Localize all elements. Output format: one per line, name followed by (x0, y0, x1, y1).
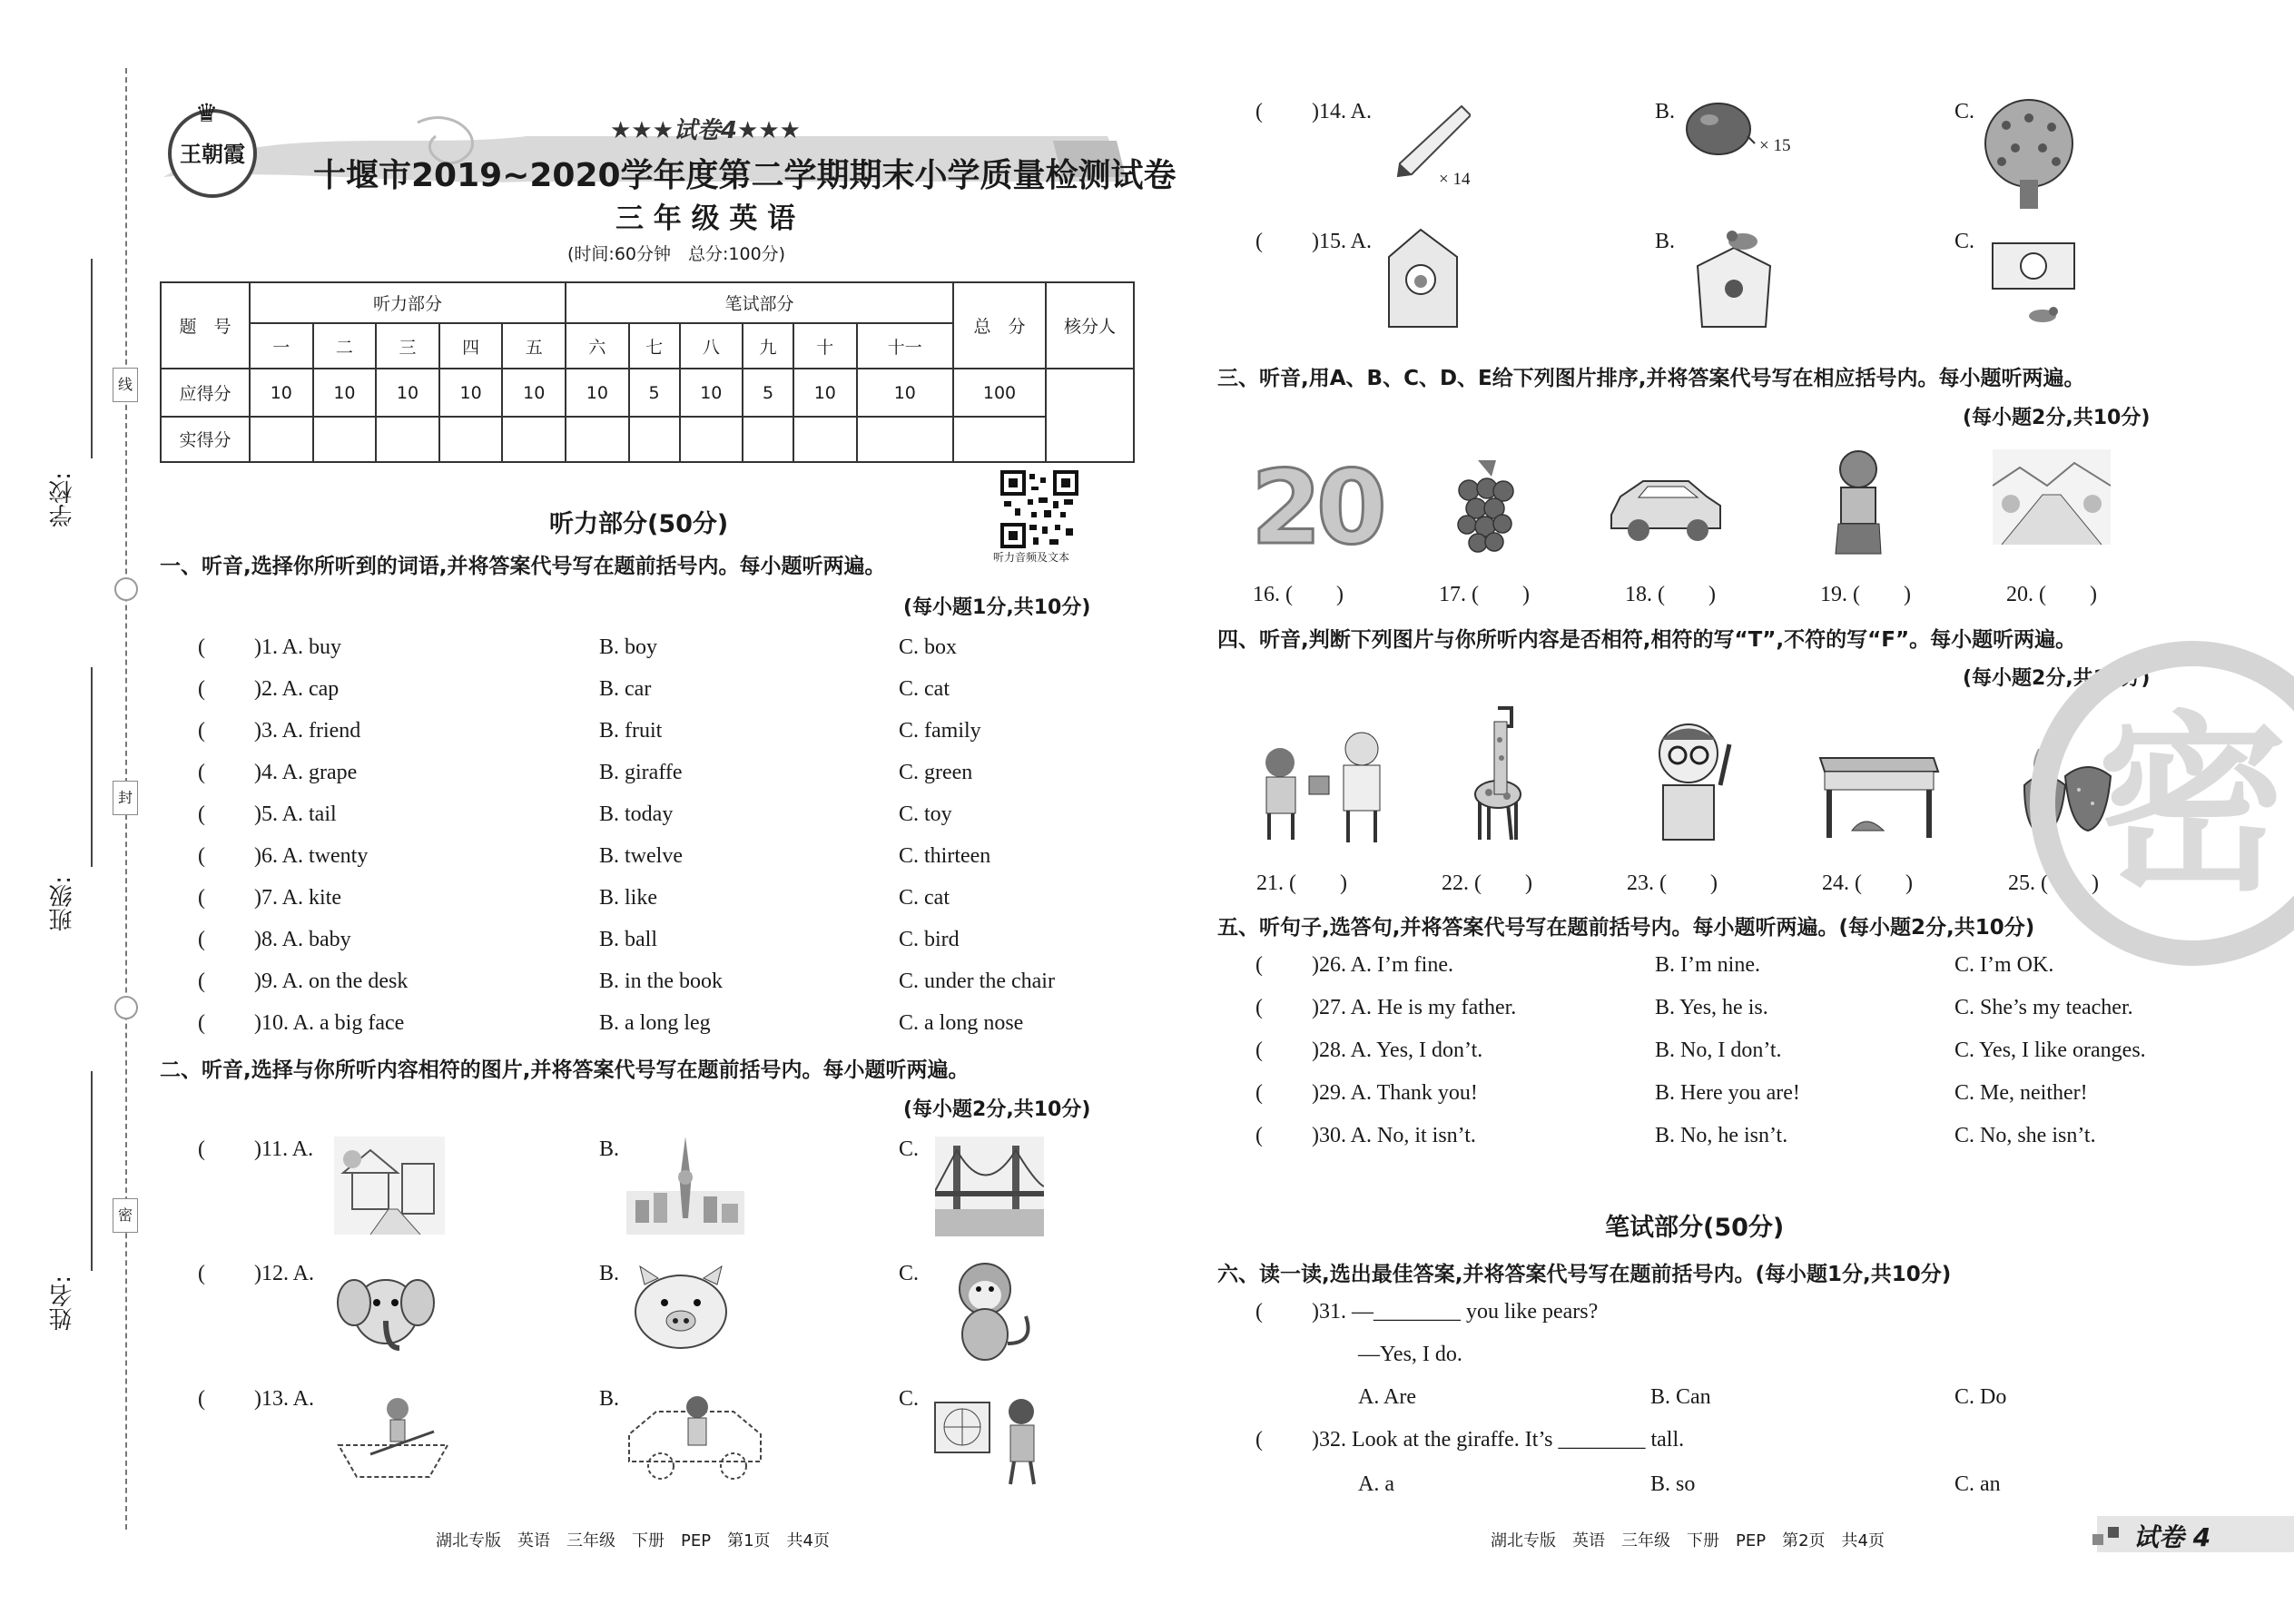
option-c: C. thirteen (899, 844, 991, 868)
option-c: C. under the chair (899, 969, 1055, 993)
option-c: C. Yes, I like oranges. (1954, 1038, 2146, 1062)
option-c: C. Me, neither! (1954, 1081, 2088, 1105)
score-cell[interactable] (250, 417, 313, 462)
qr-code[interactable] (1000, 470, 1078, 548)
option-a: )26. A. I’m fine. (1312, 953, 1453, 977)
option-a: )8. A. baby (254, 928, 351, 951)
option-b-label: B. (599, 1262, 620, 1285)
option-c-label: C. (899, 1262, 920, 1285)
answer-bracket[interactable]: ( (198, 1262, 205, 1285)
bridge-image[interactable] (935, 1137, 1044, 1236)
score-cell[interactable] (502, 417, 566, 462)
section-number: 五 (502, 323, 566, 369)
option-b: B. No, he isn’t. (1655, 1124, 1788, 1147)
option-b: B. so (1650, 1472, 1696, 1496)
binding-mark-seal: 封 (113, 781, 138, 815)
checker-cell[interactable] (1046, 369, 1134, 462)
grapes-image[interactable] (1451, 458, 1519, 558)
binding-hole (114, 577, 138, 601)
total-label: 总 分 (953, 282, 1046, 369)
score-cell[interactable] (857, 417, 953, 462)
boy-with-map-image[interactable] (930, 1389, 1053, 1487)
tf-label-24[interactable]: 24. ( ) (1822, 871, 1913, 895)
option-b: B. in the book (599, 969, 723, 993)
answer-bracket[interactable]: ( (198, 761, 205, 784)
footer-left: 湖北专版 英语 三年级 下册 PEP 第1页 共4页 (436, 1531, 830, 1550)
answer-bracket[interactable]: ( (1255, 1124, 1263, 1147)
seal-char: 密 (2096, 694, 2289, 917)
answer-bracket[interactable]: ( (1255, 230, 1263, 253)
footer-squares-icon (2108, 1527, 2119, 1538)
option-c: C. cat (899, 886, 950, 910)
city-tower-image[interactable] (626, 1137, 744, 1235)
section3-instruction: 三、听音,用A、B、C、D、E给下列图片排序,并将答案代号写在相应括号内。每小题听两遍。 (1217, 367, 2085, 390)
desk-with-hat-image[interactable] (1816, 740, 1943, 840)
answer-bracket[interactable]: ( (1255, 953, 1263, 977)
boy-with-glasses-image[interactable] (1643, 717, 1734, 844)
order-label-19[interactable]: 19. ( ) (1820, 583, 1911, 606)
girl-in-boat-image[interactable] (334, 1391, 452, 1486)
score-cell[interactable] (376, 417, 439, 462)
section-number: 九 (743, 323, 793, 369)
section-number: 六 (566, 323, 629, 369)
section3-points: (每小题2分,共10分) (1963, 407, 2151, 429)
giraffe-image[interactable] (1462, 704, 1534, 849)
section1-points: (每小题1分,共10分) (903, 596, 1091, 619)
reply-text: —Yes, I do. (1358, 1343, 1462, 1366)
option-b: B. fruit (599, 719, 663, 743)
answer-bracket[interactable]: ( (1255, 1300, 1263, 1324)
checker-label: 核分人 (1046, 282, 1134, 369)
qr-caption: 听力音频及文本 (993, 551, 1070, 564)
answer-bracket[interactable]: ( (198, 886, 205, 910)
answer-bracket[interactable]: ( (198, 844, 205, 868)
order-label-20[interactable]: 20. ( ) (2006, 583, 2097, 606)
score-cell[interactable] (566, 417, 629, 462)
option-c-label: C. (899, 1387, 920, 1411)
apple-tree-image[interactable] (1974, 98, 2083, 212)
listening-header: 听力部分 (250, 282, 566, 323)
option-c: C. I’m OK. (1954, 953, 2054, 977)
crown-icon: ♛ (195, 98, 219, 128)
option-c: C. toy (899, 802, 952, 826)
writing-section-title: 笔试部分(50分) (1605, 1214, 1785, 1242)
monkey-image[interactable] (940, 1257, 1039, 1366)
points-label: 应得分 (161, 369, 250, 416)
logo-badge (168, 98, 257, 198)
section-points: 10 (376, 369, 439, 416)
section-points: 10 (793, 369, 857, 416)
section2-instruction: 二、听音,选择与你所听内容相符的图片,并将答案代号写在题前括号内。每小题听两遍。 (160, 1058, 970, 1082)
section6-instruction: 六、读一读,选出最佳答案,并将答案代号写在题前括号内。(每小题1分,共10分) (1217, 1263, 1952, 1286)
logo-text: 王朝霞 (180, 141, 245, 167)
pig-image[interactable] (626, 1262, 735, 1357)
option-b: B. No, I don’t. (1655, 1038, 1782, 1062)
footer-right: 湖北专版 英语 三年级 下册 PEP 第2页 共4页 (1491, 1531, 1885, 1550)
section4-points: (每小题2分,共10分) (1963, 667, 2151, 690)
balloon-count: × 15 (1759, 136, 1791, 155)
option-a: )4. A. grape (254, 761, 358, 784)
tf-label-23[interactable]: 23. ( ) (1627, 871, 1718, 895)
option-a: )1. A. buy (254, 635, 341, 659)
option-c: C. She’s my teacher. (1954, 996, 2133, 1019)
answer-bracket[interactable]: ( (198, 928, 205, 951)
section-points: 10 (502, 369, 566, 416)
section-number: 七 (629, 323, 680, 369)
listening-section-title: 听力部分(50分) (549, 510, 729, 538)
option-b-label: B. (599, 1137, 620, 1161)
option-b: B. twelve (599, 844, 683, 868)
answer-bracket[interactable]: ( (1255, 100, 1263, 123)
section-number: 八 (680, 323, 743, 369)
section-number: 二 (313, 323, 377, 369)
number-twenty-image[interactable]: 20 (1251, 449, 1382, 567)
option-a: )3. A. friend (254, 719, 361, 743)
bird-on-house-image[interactable] (1689, 225, 1779, 330)
option-b-label: B. (599, 1387, 620, 1411)
writing-header: 笔试部分 (566, 282, 953, 323)
question-label: )15. A. (1312, 230, 1372, 253)
answer-bracket[interactable]: ( (198, 969, 205, 993)
option-a: )6. A. twenty (254, 844, 369, 868)
option-b-label: B. (1655, 100, 1676, 123)
school-field-line (91, 259, 93, 458)
option-a: A. Are (1358, 1385, 1416, 1409)
question-label: )12. A. (254, 1262, 314, 1285)
question-text: )32. Look at the giraffe. It’s ________ tall. (1312, 1428, 1685, 1452)
pencil-image[interactable] (1389, 102, 1471, 179)
binding-hole (114, 996, 138, 1019)
option-c-label: C. (1954, 100, 1975, 123)
option-b-label: B. (1655, 230, 1676, 253)
question-label: )14. A. (1312, 100, 1372, 123)
score-table (160, 281, 1135, 463)
option-c: C. bird (899, 928, 960, 951)
tf-label-22[interactable]: 22. ( ) (1442, 871, 1532, 895)
subject-title: 三 年 级 英 语 (615, 202, 796, 235)
dense-seal-watermark (2020, 631, 2294, 976)
exam-series: ★★★试卷4★★★ (610, 117, 801, 144)
name-field-line (91, 1071, 93, 1271)
class-field-line (91, 667, 93, 867)
answer-bracket[interactable]: ( (1255, 996, 1263, 1019)
option-b: B. Can (1650, 1385, 1711, 1409)
option-c: C. box (899, 635, 958, 659)
section4-instruction: 四、听音,判断下列图片与你所听内容是否相符,相符的写“T”,不符的写“F”。每小题听两遍。 (1217, 628, 2077, 652)
answer-bracket[interactable]: ( (198, 719, 205, 743)
option-b: B. I’m nine. (1655, 953, 1760, 977)
balloon-image[interactable] (1684, 100, 1757, 163)
pencil-count: × 14 (1439, 170, 1471, 189)
option-a: )5. A. tail (254, 802, 337, 826)
section-points: 10 (313, 369, 377, 416)
answer-bracket[interactable]: ( (198, 1137, 205, 1161)
option-b: B. like (599, 886, 657, 910)
birdhouse-inside-image[interactable] (1384, 225, 1462, 330)
section5-instruction: 五、听句子,选答句,并将答案代号写在题前括号内。每小题听两遍。(每小题2分,共10分) (1217, 916, 2035, 940)
boy-in-car-image[interactable] (625, 1389, 770, 1484)
section-points: 10 (250, 369, 313, 416)
answer-bracket[interactable]: ( (1255, 1038, 1263, 1062)
answer-bracket[interactable]: ( (198, 677, 205, 701)
section-points: 5 (743, 369, 793, 416)
section-points: 5 (629, 369, 680, 416)
answer-bracket[interactable]: ( (1255, 1428, 1263, 1452)
option-b: B. Here you are! (1655, 1081, 1800, 1105)
elephant-image[interactable] (336, 1262, 438, 1360)
section-points: 10 (680, 369, 743, 416)
section-number: 四 (439, 323, 503, 369)
option-a: )2. A. cap (254, 677, 340, 701)
option-c-label: C. (1954, 230, 1975, 253)
tf-label-21[interactable]: 21. ( ) (1256, 871, 1347, 895)
tf-label-25[interactable]: 25. ( ) (2008, 871, 2099, 895)
school-label: 学校: (49, 472, 76, 527)
girl-giving-gift-image[interactable] (1253, 726, 1393, 844)
option-a: )30. A. No, it isn’t. (1312, 1124, 1476, 1147)
question-label: )11. A. (254, 1137, 314, 1161)
option-c: C. an (1954, 1472, 2001, 1496)
option-a: )9. A. on the desk (254, 969, 409, 993)
footer-tab-label: 试卷 4 (2133, 1522, 2211, 1552)
section-number: 十一 (857, 323, 953, 369)
option-b: B. boy (599, 635, 658, 659)
score-cell[interactable] (629, 417, 680, 462)
section-points: 10 (857, 369, 953, 416)
option-c: C. a long nose (899, 1011, 1024, 1035)
actual-label: 实得分 (161, 417, 250, 462)
exam-title: 十堰市2019~2020学年度第二学期期末小学质量检测试卷 (313, 157, 1177, 194)
section2-points: (每小题2分,共10分) (903, 1098, 1091, 1121)
option-b: B. today (599, 802, 674, 826)
city-street-image[interactable] (334, 1137, 445, 1235)
option-a: )10. A. a big face (254, 1011, 405, 1035)
option-b: B. car (599, 677, 652, 701)
park-scene-image[interactable] (1993, 449, 2111, 545)
option-a: )7. A. kite (254, 886, 341, 910)
score-cell[interactable] (313, 417, 377, 462)
order-label-17[interactable]: 17. ( ) (1439, 583, 1530, 606)
car-image[interactable] (1607, 465, 1725, 546)
answer-bracket[interactable]: ( (198, 1387, 205, 1411)
answer-bracket[interactable]: ( (198, 1011, 205, 1035)
section-number: 十 (793, 323, 857, 369)
total-points: 100 (953, 369, 1046, 416)
section-points: 10 (439, 369, 503, 416)
bird-under-house-image[interactable] (1988, 225, 2079, 330)
option-c: C. cat (899, 677, 950, 701)
option-b: B. a long leg (599, 1011, 711, 1035)
option-b: B. giraffe (599, 761, 683, 784)
score-cell[interactable] (439, 417, 503, 462)
section-points: 10 (566, 369, 629, 416)
score-cell[interactable] (680, 417, 743, 462)
section-number: 一 (250, 323, 313, 369)
answer-bracket[interactable]: ( (198, 635, 205, 659)
question-text: )31. —________ you like pears? (1312, 1300, 1599, 1324)
binding-mark-line: 线 (113, 368, 138, 402)
order-label-18[interactable]: 18. ( ) (1625, 583, 1716, 606)
option-c: C. family (899, 719, 981, 743)
score-cell[interactable] (793, 417, 857, 462)
option-b: B. ball (599, 928, 657, 951)
question-label: )13. A. (254, 1387, 314, 1411)
option-a: )28. A. Yes, I don’t. (1312, 1038, 1483, 1062)
option-a: A. a (1358, 1472, 1394, 1496)
score-cell[interactable] (953, 417, 1046, 462)
binding-mark-dense: 密 (113, 1198, 138, 1233)
option-c: C. green (899, 761, 973, 784)
section-number: 三 (376, 323, 439, 369)
option-c: C. No, she isn’t. (1954, 1124, 2096, 1147)
section1-instruction: 一、听音,选择你所听到的词语,并将答案代号写在题前括号内。每小题听两遍。 (160, 555, 886, 578)
time-info: (时间:60分钟 总分:100分) (567, 244, 786, 264)
answer-bracket[interactable]: ( (198, 802, 205, 826)
name-label: 姓名: (49, 1275, 76, 1331)
answer-bracket[interactable]: ( (1255, 1081, 1263, 1105)
order-label-16[interactable]: 16. ( ) (1253, 583, 1344, 606)
boy-sitting-image[interactable] (1825, 449, 1893, 558)
option-a: )27. A. He is my father. (1312, 996, 1517, 1019)
option-c: C. Do (1954, 1385, 2007, 1409)
footer-squares-icon (2092, 1534, 2103, 1545)
class-label: 班级: (49, 876, 76, 931)
option-a: )29. A. Thank you! (1312, 1081, 1478, 1105)
option-b: B. Yes, he is. (1655, 996, 1768, 1019)
item-label: 题 号 (161, 282, 250, 369)
option-c-label: C. (899, 1137, 920, 1161)
score-cell[interactable] (743, 417, 793, 462)
